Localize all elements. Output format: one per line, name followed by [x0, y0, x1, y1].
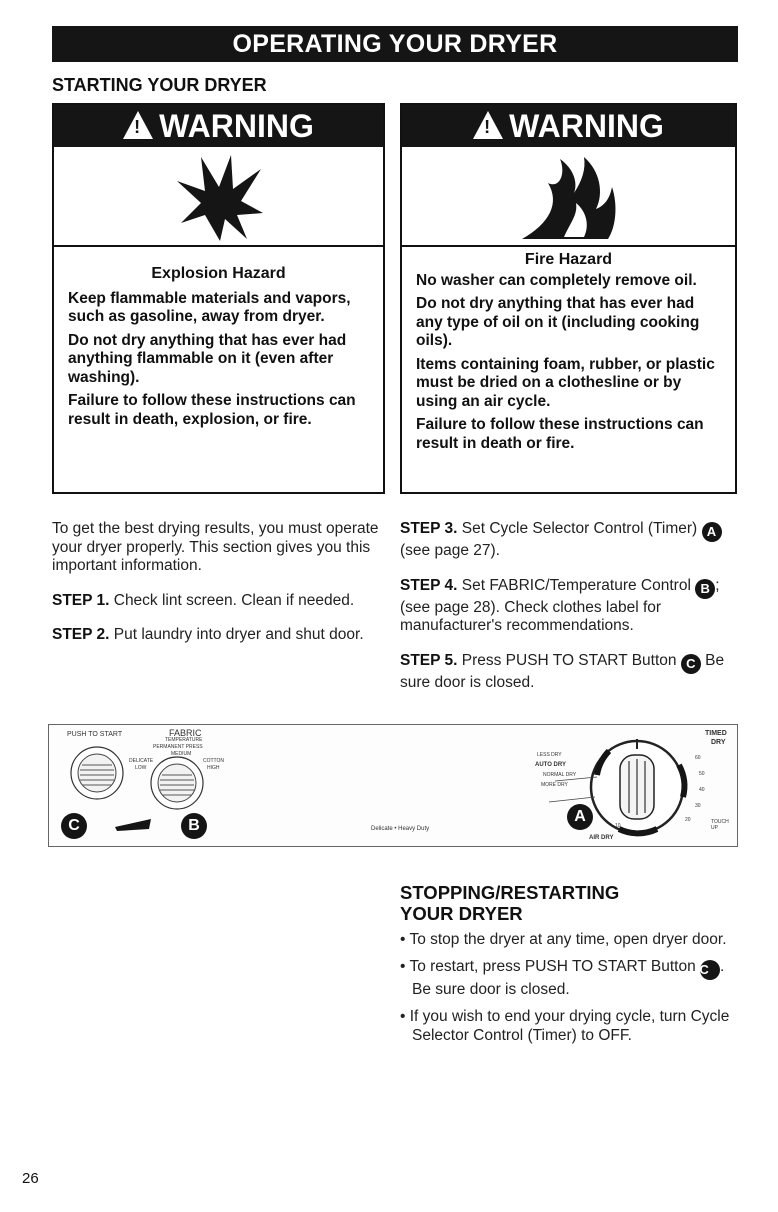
bullet-text: To restart, press PUSH TO START Button	[409, 958, 696, 975]
warning-triangle-icon	[473, 111, 503, 139]
step-2	[52, 626, 382, 645]
step-3	[400, 520, 740, 561]
cotton-sub-label: HIGH	[207, 765, 220, 771]
callout-c-badge: C	[681, 654, 701, 674]
flame-icon	[520, 153, 620, 243]
more-dry-label: MORE DRY	[541, 782, 568, 788]
warning-paragraph: Keep flammable materials and vapors, such as gasoline, away from dryer.	[68, 289, 351, 325]
step-label: STEP 5.	[400, 651, 458, 669]
explosion-warning-box	[52, 103, 385, 494]
warning-paragraph: No washer can completely remove oil.	[416, 271, 697, 289]
delicate-sub-label: LOW	[135, 765, 147, 771]
push-to-start-button-icon	[71, 747, 123, 799]
dial-minute-label: 30	[695, 803, 701, 809]
hazard-title: Fire Hazard	[524, 251, 613, 268]
left-text-column	[52, 520, 382, 661]
warning-heading: WARNING	[509, 108, 664, 144]
fabric-sub-label: MEDIUM	[171, 751, 192, 757]
warning-paragraph: Failure to follow these instructions can result in death or fire.	[416, 416, 704, 452]
warning-header	[402, 105, 735, 147]
auto-dry-label: AUTO DRY	[535, 762, 567, 768]
hazard-title: Explosion Hazard	[151, 265, 286, 282]
callout-a-badge: A	[567, 804, 593, 830]
title-line: STOPPING/RESTARTING	[400, 882, 620, 903]
bullet-text: If you wish to end your drying cycle, turn Cycle Selector Control (Timer) to OFF.	[409, 1008, 730, 1044]
cycle-range-label: Delicate • Heavy Duty	[371, 826, 430, 832]
bullet-text: To stop the dryer at any time, open dryer door.	[409, 931, 727, 948]
section-title: STARTING YOUR DRYER	[52, 75, 267, 95]
warning-paragraph: Failure to follow these instructions can result in death, explosion, or fire.	[68, 392, 356, 428]
bullet-item	[400, 930, 740, 949]
explosion-warning-body	[54, 247, 383, 429]
delicate-label: DELICATE	[129, 758, 154, 764]
step-4	[400, 577, 740, 636]
dial-minute-label: 10	[615, 823, 621, 829]
page-banner: OPERATING YOUR DRYER	[52, 26, 738, 62]
callout-b-badge: B	[695, 579, 715, 599]
dial-minute-label: 40	[699, 787, 705, 793]
normal-dry-label: NORMAL DRY	[543, 772, 577, 778]
intro-paragraph: To get the best drying results, you must operate your dryer properly. This section gives you this important information.	[52, 520, 379, 574]
warning-triangle-icon	[123, 111, 153, 139]
control-panel-illustration	[48, 724, 738, 847]
step-text: Check lint screen. Clean if needed.	[109, 591, 355, 609]
cotton-label: COTTON	[203, 758, 225, 764]
bullet-text: . Be sure door is closed.	[412, 958, 725, 998]
step-label: STEP 1.	[52, 591, 110, 609]
stopping-restarting-title	[400, 882, 619, 924]
warning-paragraph: Do not dry anything that has ever had anything flammable on it (even after washing).	[68, 331, 347, 386]
page-number: 26	[22, 1170, 39, 1187]
fire-warning-box	[400, 103, 737, 494]
warning-header	[54, 105, 383, 147]
step-text: Set Cycle Selector Control (Timer)	[457, 520, 698, 537]
fabric-sub-label: PERMANENT PRESS	[153, 744, 203, 750]
fabric-sub-label: TEMPERATURE	[165, 737, 203, 743]
brand-logo-icon	[115, 819, 151, 831]
air-dry-label: AIR DRY	[589, 835, 614, 841]
explosion-picture	[54, 147, 383, 247]
title-line: YOUR DRYER	[400, 903, 523, 924]
step-5	[400, 652, 740, 693]
explosion-icon	[175, 153, 265, 243]
step-label: STEP 3.	[400, 520, 458, 537]
step-label: STEP 2.	[52, 626, 110, 643]
step-text: (see page 27).	[400, 542, 500, 559]
warning-paragraph: Do not dry anything that has ever had any type of oil on it (including cooking oils).	[416, 295, 700, 349]
touch-up-label: TOUCH UP	[711, 819, 729, 831]
step-text: ; (see page 28). Check clothes label for manufacturer's recommendations.	[400, 576, 720, 634]
less-dry-label: LESS DRY	[537, 752, 562, 758]
step-label: STEP 4.	[400, 576, 458, 594]
right-text-column	[400, 520, 740, 708]
fabric-label: FABRIC	[169, 728, 202, 738]
dial-minute-label: 50	[699, 771, 705, 777]
bullet-item	[400, 1007, 740, 1045]
step-1	[52, 592, 382, 611]
fabric-knob-icon	[151, 757, 203, 809]
callout-a-badge: A	[702, 522, 722, 542]
step-text: Press PUSH TO START Button	[457, 651, 677, 669]
callout-b-badge: B	[181, 813, 207, 839]
callout-c-badge: C	[700, 960, 720, 980]
push-to-start-label: PUSH TO START	[67, 731, 123, 738]
fire-picture	[402, 147, 735, 247]
fire-warning-body	[402, 247, 735, 453]
step-text: Be sure door is closed.	[400, 651, 725, 691]
dial-minute-label: 60	[695, 755, 701, 761]
warning-paragraph: Items containing foam, rubber, or plastic must be dried on a clothesline or by using an air cycle.	[416, 355, 715, 410]
stopping-bullet-list	[400, 930, 740, 1053]
bullet-item	[400, 957, 740, 999]
dial-minute-label: 20	[685, 817, 691, 823]
callout-c-badge: C	[61, 813, 87, 839]
step-text: Set FABRIC/Temperature Control	[457, 576, 691, 594]
dry-label: DRY	[711, 739, 726, 746]
warning-heading: WARNING	[159, 108, 314, 144]
step-text: Put laundry into dryer and shut door.	[109, 626, 364, 643]
timed-label: TIMED	[705, 730, 727, 737]
